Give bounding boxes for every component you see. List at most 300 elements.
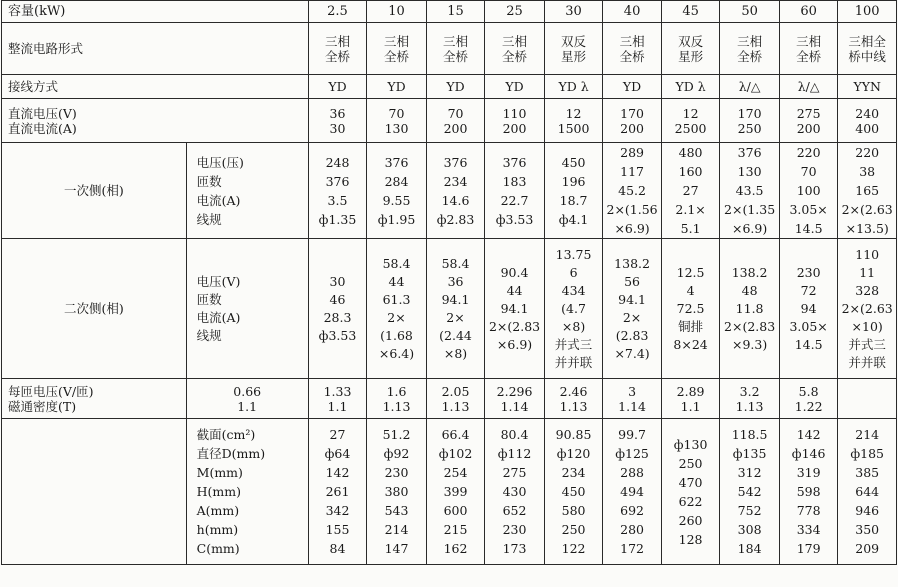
cell-line: 1.13 [735,398,764,414]
cell-line: 三相 [796,33,822,49]
cell-line: 星形 [678,48,704,64]
table-cell [485,143,545,239]
cell-line: 三相 [384,33,410,49]
table-body [2,1,897,565]
table-cell [308,23,367,75]
cell-line: 2× [446,309,465,325]
table-cell: λ/△ [779,75,838,99]
cell-line: 598 [796,484,821,499]
primary-params [186,143,308,239]
table-cell [779,419,838,565]
cell-line: 27 [682,183,699,198]
table-cell [720,23,780,75]
cell-line: 58.4 [382,255,411,271]
cell-line: 并并联 [848,354,886,370]
cell-line: 三相 [737,33,763,49]
cell-line: 线规 [196,327,222,343]
capacity-value: 60 [779,1,838,23]
cell-line: 3 [628,383,637,399]
cell-line: 652 [502,503,527,518]
cell-line: 110 [855,246,880,262]
cell-line: 66.4 [441,427,470,442]
cell-line: 43.5 [735,183,764,198]
cell-line: 399 [443,484,468,499]
secondary-row [2,239,897,379]
cell-line: 30 [329,120,346,136]
rectifier-label: 整流电路形式 [2,23,309,75]
cell-line: 全桥 [502,48,528,64]
cell-line: 三相 [502,33,528,49]
perturn-row [2,379,897,419]
table-cell [544,99,603,143]
cell-line: 319 [796,465,821,480]
cell-line: 622 [678,493,703,509]
table-cell [367,379,427,419]
cell-line: ×8) [443,345,468,361]
cell-line: 90.85 [555,427,592,442]
cell-line: ф1.95 [377,211,416,227]
cell-line: 1.14 [500,398,529,414]
cell-line: 22.7 [500,192,529,208]
cell-line: 并并联 [554,354,593,370]
cell-line: 94.1 [500,300,529,316]
cell-line: 430 [502,484,527,499]
cell-line: 1.13 [559,398,588,414]
cell-line: 334 [796,522,821,537]
table-cell [367,239,427,379]
cell-line: 385 [855,465,880,480]
cell-line: 220 [855,145,880,160]
table-cell [838,419,897,565]
table-cell: YD [603,75,662,99]
cell-line: 209 [855,541,880,556]
cell-line: 250 [678,455,703,471]
cell-line: 600 [443,503,468,518]
table-cell [426,379,485,419]
cell-line: 双反 [561,33,587,49]
rectifier-row [2,23,897,75]
cell-line: 542 [737,484,762,499]
cell-line: 6 [569,264,578,280]
cell-line: 电压(压) [196,154,244,170]
capacity-value: 2.5 [308,1,367,23]
primary-row [2,143,897,239]
cell-line: 13.75 [555,246,592,262]
cell-line: 100 [796,183,821,198]
table-cell [720,239,780,379]
cell-line: 692 [620,503,644,518]
cell-line: 铜排 [678,318,704,334]
table-cell [779,239,838,379]
cell-line: 截面(cm²) [196,427,256,442]
cell-line: (4.7 [561,300,586,316]
cell-line: 桥中线 [848,48,886,64]
cell-line: 11 [859,264,876,280]
cell-line: 3.05× [789,202,828,217]
cell-line: ×6.9) [731,221,768,236]
cell-line: 94 [800,300,817,316]
cell-line: 450 [561,484,586,499]
cell-line: 1.13 [382,398,411,414]
cell-line: 直流电流(A) [8,120,77,136]
cell-line: 44 [388,273,405,289]
cell-line: 14.6 [441,192,470,208]
capacity-value: 40 [603,1,662,23]
cell-line: 376 [443,154,468,170]
table-cell [720,379,780,419]
cell-line: 51.2 [382,427,411,442]
table-cell [485,379,545,419]
cell-line: 230 [384,465,409,480]
table-cell [426,239,485,379]
cell-line: 117 [620,164,644,179]
cell-line: ×6.4) [378,345,415,361]
cell-line: 并式三 [848,336,886,352]
cell-line: C(mm) [196,541,240,556]
cell-line: 155 [325,522,350,537]
cell-line: 110 [502,105,527,121]
table-cell: YD [485,75,545,99]
cell-line: 匝数 [196,173,222,189]
cell-line: 1.14 [618,398,646,414]
cell-line: h(mm) [196,522,239,537]
cell-line: 778 [796,503,821,518]
cell-line: 46 [329,291,346,307]
cell-line: 130 [737,164,762,179]
cell-line: ф2.83 [436,211,475,227]
core-params [186,419,308,565]
table-cell [544,143,603,239]
cell-line: 254 [443,465,468,480]
table-cell [367,143,427,239]
cell-line: 248 [325,154,350,170]
table-cell [485,239,545,379]
table-cell [720,143,780,239]
cell-line: 142 [796,427,821,442]
cell-line: ф92 [383,446,410,461]
cell-line: 1.6 [386,383,407,399]
cell-line: 275 [796,105,821,121]
cell-line: 全桥 [619,48,645,64]
table-cell [838,23,897,75]
table-cell [603,419,662,565]
table-cell [367,23,427,75]
table-cell [603,23,662,75]
cell-line: 173 [502,541,527,556]
cell-line: 99.7 [618,427,646,442]
cell-line: 8×24 [673,336,708,352]
cell-line: ×6.9) [614,221,650,236]
cell-line: 250 [561,522,586,537]
cell-line: 214 [384,522,409,537]
cell-line: 580 [561,503,586,518]
cell-line: 260 [678,512,703,528]
cell-line: 并式三 [554,336,593,352]
cell-line: 130 [384,120,409,136]
table-cell [661,99,720,143]
table-cell [308,239,367,379]
cell-line: 160 [678,164,703,179]
cell-line: 36 [329,105,346,121]
cell-line: 376 [502,154,527,170]
cell-line: 三相 [443,33,469,49]
capacity-value: 50 [720,1,780,23]
table-cell: λ/△ [720,75,780,99]
cell-line: 匝数 [196,291,222,307]
cell-line: 72 [800,282,817,298]
cell-line: 312 [737,465,762,480]
cell-line: 184 [737,541,762,556]
table-cell [485,23,545,75]
cell-line: ф130 [673,436,708,452]
cell-line: 45.2 [618,183,646,198]
cell-line: 11.8 [735,300,764,316]
cell-line: 434 [561,282,586,298]
cell-line: 214 [855,427,880,442]
cell-line: 14.5 [794,336,823,352]
cell-line: 2× [387,309,406,325]
table-cell [544,419,603,565]
cell-line: 全桥 [384,48,410,64]
cell-line: 70 [800,164,817,179]
cell-line: 电流(A) [196,192,241,208]
cell-line: 342 [325,503,350,518]
cell-line: 12 [682,105,699,121]
secondary-label: 二次侧(相) [2,239,187,379]
cell-line: ф146 [791,446,826,461]
table-cell [661,239,720,379]
cell-line: 80.4 [500,427,529,442]
cell-line: 2×(2.83 [488,318,541,334]
table-cell [661,379,720,419]
cell-line: 70 [447,105,464,121]
cell-line: 2×(2.83 [724,318,776,334]
cell-line: 12.5 [676,264,705,280]
perturn-label [2,379,187,419]
capacity-value: 15 [426,1,485,23]
cell-line: 288 [620,465,644,480]
cell-line: 2.05 [441,383,470,399]
cell-line: 215 [443,522,468,537]
table-cell: YD λ [544,75,603,99]
cell-line: 240 [855,105,880,121]
cell-line: ф3.53 [318,327,357,343]
table-cell [838,239,897,379]
table-cell [485,99,545,143]
table-cell [779,143,838,239]
cell-line: 450 [561,154,586,170]
table-cell [779,379,838,419]
table-cell [426,419,485,565]
capacity-value: 10 [367,1,427,23]
cell-line: 250 [737,120,762,136]
cell-line: 14.5 [794,221,823,236]
cell-line: ×8) [561,318,586,334]
cell-line: 线规 [196,211,222,227]
cell-line: 644 [855,484,880,499]
table-cell [603,99,662,143]
table-cell: YD [308,75,367,99]
cell-line: 172 [620,541,644,556]
cell-line: 5.1 [680,221,701,236]
cell-line: 2×(1.35 [724,202,776,217]
header-row [2,1,897,23]
cell-line: 165 [855,183,880,198]
cell-line: 磁通密度(T) [8,398,77,414]
cell-line: 138.2 [614,255,650,271]
table-cell [426,143,485,239]
cell-line: 275 [502,465,527,480]
table-cell [838,143,897,239]
cell-line: ф185 [850,446,885,461]
table-cell: YD [426,75,485,99]
cell-line: ф102 [438,446,473,461]
capacity-value: 25 [485,1,545,23]
cell-line: 28.3 [323,309,352,325]
cell-line: ф112 [497,446,532,461]
table-cell [308,379,367,419]
cell-line: M(mm) [196,465,243,480]
cell-line: 12 [565,105,582,121]
cell-line: 1.22 [794,398,823,414]
table-cell [720,99,780,143]
cell-line: 61.3 [382,291,411,307]
table-cell [308,143,367,239]
cell-line: 全桥 [796,48,822,64]
core-row [2,419,897,565]
cell-line: (1.68 [380,327,413,343]
cell-line: 200 [796,120,821,136]
capacity-value: 30 [544,1,603,23]
cell-line: 5.8 [798,383,819,399]
cell-line: 284 [384,173,409,189]
cell-line: 56 [624,273,641,289]
cell-line: 196 [561,173,586,189]
cell-line: ×9.3) [731,336,768,352]
cell-line: 三相 [324,33,350,49]
cell-line: 直流电压(V) [8,105,77,121]
cell-line: 三相 [619,33,645,49]
cell-line: 162 [443,541,468,556]
cell-line: (2.83 [615,327,649,343]
cell-line: 170 [620,105,644,121]
cell-line: 48 [741,282,758,298]
cell-line: 58.4 [441,255,470,271]
cell-line: 1500 [557,120,590,136]
cell-line: 9.55 [382,192,411,208]
cell-line: 70 [388,105,405,121]
cell-line: 1.1 [327,398,348,414]
cell-line: 280 [620,522,644,537]
cell-line: 84 [329,541,346,556]
cell-line: 2.46 [559,383,588,399]
cell-line: 1.13 [441,398,470,414]
table-cell [838,379,897,419]
table-cell [426,23,485,75]
capacity-value: 45 [661,1,720,23]
capacity-value: 100 [838,1,897,23]
cell-line: 234 [561,465,586,480]
cell-line: 118.5 [731,427,768,442]
table-cell [544,379,603,419]
cell-line: 138.2 [731,264,768,280]
table-cell [603,143,662,239]
cell-line: 376 [737,145,762,160]
table-cell: YD λ [661,75,720,99]
cell-line: 179 [796,541,821,556]
cell-line: 30 [329,273,346,289]
cell-line: 480 [678,145,703,160]
cell-line: 3.5 [327,192,348,208]
cell-line: 289 [620,145,644,160]
cell-line: 94.1 [618,291,646,307]
cell-line: 2× [622,309,642,325]
cell-line: 全桥 [324,48,350,64]
table-cell [661,419,720,565]
transformer-spec-table [1,0,897,565]
cell-line: 电压(V) [196,273,241,289]
cell-line: 230 [796,264,821,280]
table-cell [779,99,838,143]
cell-line: 94.1 [441,291,470,307]
cell-line: 3.2 [739,383,760,399]
cell-line: 2.89 [676,383,705,399]
cell-line: 每匝电压(V/匝) [8,383,94,399]
cell-line: 27 [329,427,346,442]
table-cell: YD [367,75,427,99]
cell-line: 376 [325,173,350,189]
cell-line: 122 [561,541,586,556]
cell-line: A(mm) [196,503,240,518]
dc-label [2,99,309,143]
cell-line: 2500 [674,120,707,136]
table-cell [720,419,780,565]
cell-line: 44 [506,282,523,298]
cell-line: 直径D(mm) [196,446,266,461]
cell-line: 261 [325,484,350,499]
table-cell [544,23,603,75]
cell-line: 2.1× [675,202,706,217]
perturn-base [186,379,308,419]
capacity-label: 容量(kW) [2,1,309,23]
wiring-label: 接线方式 [2,75,309,99]
cell-line: 90.4 [500,264,529,280]
cell-line: 200 [443,120,468,136]
cell-line: 全桥 [737,48,763,64]
cell-line: ф135 [732,446,767,461]
table-cell [661,23,720,75]
cell-line: ф120 [556,446,591,461]
cell-line: 电流(A) [196,309,241,325]
cell-line: 36 [447,273,464,289]
cell-line: 72.5 [676,300,705,316]
cell-line: 183 [502,173,527,189]
cell-line: 1.1 [680,398,701,414]
cell-line: 星形 [561,48,587,64]
cell-line: 470 [678,474,703,490]
cell-line: 全桥 [443,48,469,64]
cell-line: ×6.9) [496,336,533,352]
cell-line: 543 [384,503,409,518]
cell-line: 200 [502,120,527,136]
table-cell [485,419,545,565]
cell-line: 752 [737,503,762,518]
table-cell: YYN [838,75,897,99]
cell-line: ф1.35 [318,211,357,227]
cell-line: 230 [502,522,527,537]
cell-line: 1.33 [323,383,352,399]
cell-line: 双反 [678,33,704,49]
